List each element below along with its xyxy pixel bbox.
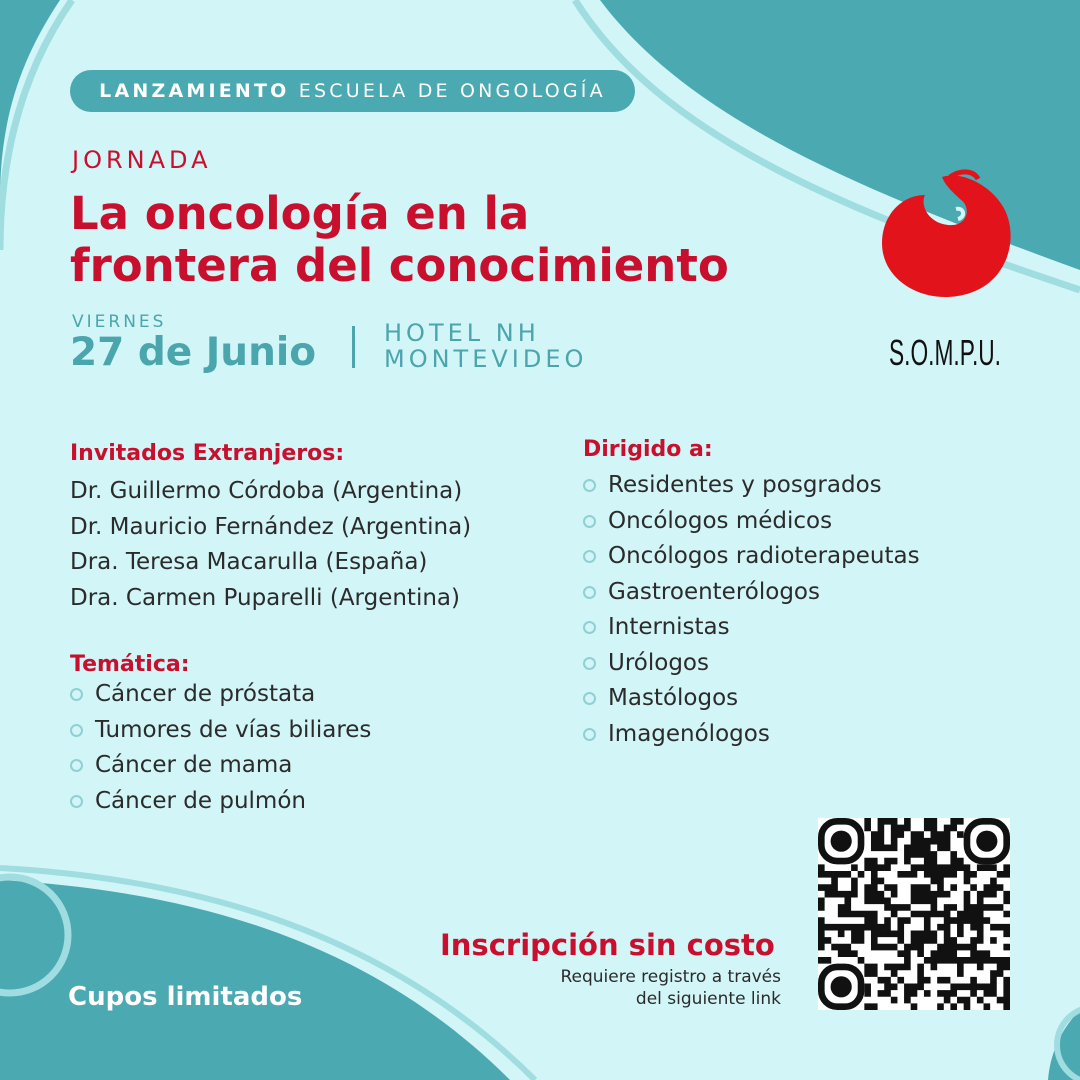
event-weekday: VIERNES xyxy=(72,312,167,332)
bullet-icon xyxy=(70,688,83,701)
qr-finder-icon xyxy=(967,821,1007,861)
topic-label: Cáncer de próstata xyxy=(95,681,316,707)
qr-code-graphic xyxy=(818,818,1010,1010)
sompu-logo xyxy=(870,165,1020,380)
audience-section xyxy=(583,437,920,752)
audience-heading: Dirigido a: xyxy=(583,437,713,462)
audience-label: Imagenólogos xyxy=(608,720,770,747)
audience-item xyxy=(583,681,920,717)
guests-section xyxy=(70,441,471,616)
badge-bold-text: LANZAMIENTO xyxy=(99,80,290,102)
topic-label: Cáncer de mama xyxy=(95,752,293,778)
qr-finder-icon xyxy=(821,967,861,1007)
audience-label: Oncólogos médicos xyxy=(608,507,833,534)
qr-code-icon[interactable] xyxy=(818,818,1010,1010)
topics-section xyxy=(70,652,371,819)
qr-finder-icon xyxy=(821,821,861,861)
title-line-2: frontera del conocimiento xyxy=(70,239,729,292)
logo-emblem-icon xyxy=(882,175,1011,297)
audience-item xyxy=(583,468,920,504)
divider xyxy=(352,326,355,368)
registration-line-2: del siguiente link xyxy=(635,989,781,1009)
bullet-icon xyxy=(583,586,596,599)
launch-badge xyxy=(70,70,635,112)
audience-list xyxy=(583,468,920,752)
registration-line-1: Requiere registro a través xyxy=(560,967,781,987)
bullet-icon xyxy=(583,550,596,563)
venue-line-2: MONTEVIDEO xyxy=(384,345,588,373)
event-venue xyxy=(384,320,587,372)
page-title xyxy=(70,188,729,292)
topic-item xyxy=(70,748,371,784)
audience-item xyxy=(583,539,920,575)
topic-item xyxy=(70,784,371,820)
topic-item xyxy=(70,677,371,713)
bullet-icon xyxy=(583,728,596,741)
event-date: 27 de Junio xyxy=(70,330,316,375)
bullet-icon xyxy=(70,724,83,737)
audience-label: Internistas xyxy=(608,614,730,640)
bullet-icon xyxy=(583,621,596,634)
bullet-icon xyxy=(70,795,83,808)
audience-item xyxy=(583,646,920,682)
audience-item xyxy=(583,504,920,540)
guests-list xyxy=(70,474,471,616)
guests-heading: Invitados Extranjeros: xyxy=(70,441,345,466)
logo-text: S.O.M.P.U. xyxy=(889,332,1001,373)
bullet-icon xyxy=(583,479,596,492)
audience-item xyxy=(583,610,920,646)
badge-text: ESCUELA DE ONGOLOGÍA xyxy=(298,80,606,102)
audience-label: Urólogos xyxy=(608,649,709,676)
bullet-icon xyxy=(583,515,596,528)
bullet-icon xyxy=(583,657,596,670)
guest-item: Dr. Mauricio Fernández (Argentina) xyxy=(70,513,472,540)
audience-label: Mastólogos xyxy=(608,685,739,711)
guest-item: Dra. Carmen Puparelli (Argentina) xyxy=(70,584,460,611)
audience-label: Gastroenterólogos xyxy=(608,578,820,605)
topic-label: Tumores de vías biliares xyxy=(95,716,372,743)
topic-item xyxy=(70,713,371,749)
topics-heading: Temática: xyxy=(70,652,190,677)
registration-title: Inscripción sin costo xyxy=(440,928,775,962)
limited-spots-label: Cupos limitados xyxy=(68,982,303,1012)
guest-item: Dra. Teresa Macarulla (España) xyxy=(70,549,428,575)
venue-line-1: HOTEL NH xyxy=(384,319,540,347)
audience-label: Residentes y posgrados xyxy=(608,472,882,498)
topics-list xyxy=(70,677,371,819)
title-line-1: La oncología en la xyxy=(70,187,530,240)
bullet-icon xyxy=(583,692,596,705)
bullet-icon xyxy=(70,759,83,772)
event-kicker: JORNADA xyxy=(72,146,212,174)
registration-note xyxy=(480,966,781,1010)
audience-label: Oncólogos radioterapeutas xyxy=(608,543,920,569)
guest-item: Dr. Guillermo Córdoba (Argentina) xyxy=(70,478,463,504)
audience-item xyxy=(583,717,920,753)
topic-label: Cáncer de pulmón xyxy=(95,787,306,814)
audience-item xyxy=(583,575,920,611)
